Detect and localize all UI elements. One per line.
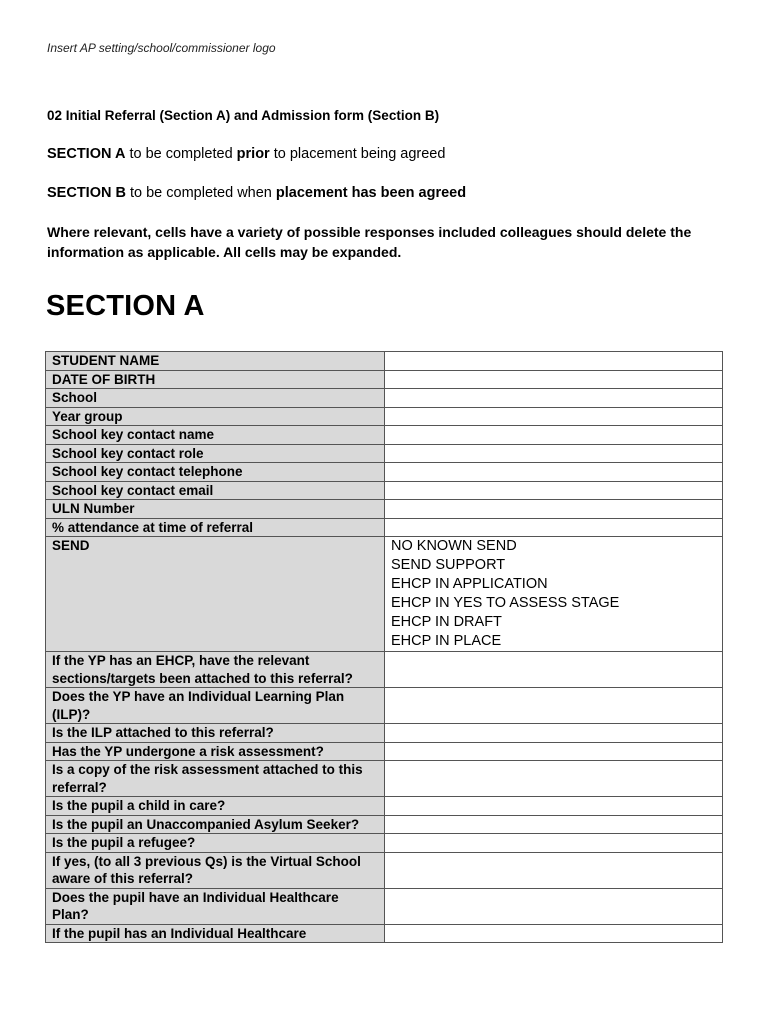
table-row	[46, 352, 723, 371]
field-value-cell[interactable]	[385, 481, 723, 500]
field-value-cell[interactable]	[385, 518, 723, 537]
send-option[interactable]: EHCP IN APPLICATION	[391, 576, 548, 592]
table-row	[46, 797, 723, 816]
table-row	[46, 481, 723, 500]
section-b-text: to be completed when	[125, 185, 276, 201]
table-row	[46, 426, 723, 445]
field-label: % attendance at time of referral	[46, 518, 385, 537]
field-label: Does the YP have an Individual Learning Plan (ILP)?	[46, 688, 385, 724]
send-option[interactable]: EHCP IN YES TO ASSESS STAGE	[391, 595, 620, 611]
field-value-cell[interactable]	[385, 688, 723, 724]
field-label: Is the pupil a refugee?	[46, 834, 385, 853]
field-value-cell[interactable]	[385, 724, 723, 743]
field-label: Is a copy of the risk assessment attached to this referral?	[46, 761, 385, 797]
table-row	[46, 724, 723, 743]
table-row	[46, 500, 723, 519]
table-row	[46, 518, 723, 537]
field-value-cell[interactable]	[385, 426, 723, 445]
field-label: Year group	[46, 407, 385, 426]
field-label: Is the ILP attached to this referral?	[46, 724, 385, 743]
field-label: DATE OF BIRTH	[46, 370, 385, 389]
field-label: Has the YP undergone a risk assessment?	[46, 742, 385, 761]
table-row	[46, 652, 723, 688]
field-value-cell[interactable]	[385, 852, 723, 888]
section-a-text: to be completed	[125, 146, 237, 162]
section-b-label: SECTION B	[47, 185, 126, 201]
send-option[interactable]: NO KNOWN SEND	[391, 538, 517, 554]
field-label: School key contact role	[46, 444, 385, 463]
field-value-cell[interactable]	[385, 652, 723, 688]
field-value-cell[interactable]	[385, 370, 723, 389]
field-value-cell[interactable]	[385, 463, 723, 482]
section-b-emphasis: placement has been agreed	[275, 185, 467, 201]
field-label: If the YP has an EHCP, have the relevant sections/targets been attached to this referral?	[46, 652, 385, 688]
field-value-cell[interactable]	[385, 352, 723, 371]
field-value-cell[interactable]	[385, 924, 723, 943]
field-value-cell[interactable]	[385, 389, 723, 408]
section-b-instruction	[47, 185, 466, 201]
table-row	[46, 852, 723, 888]
field-label: Does the pupil have an Individual Healthcare Plan?	[46, 888, 385, 924]
table-row	[46, 444, 723, 463]
table-row	[46, 389, 723, 408]
table-row	[46, 761, 723, 797]
table-row	[46, 407, 723, 426]
field-value-cell[interactable]	[385, 888, 723, 924]
field-value-cell[interactable]	[385, 444, 723, 463]
field-label: Is the pupil an Unaccompanied Asylum Seeker?	[46, 815, 385, 834]
section-a-instruction	[47, 146, 445, 162]
field-label: Is the pupil a child in care?	[46, 797, 385, 816]
field-value-cell[interactable]	[385, 407, 723, 426]
field-label: If the pupil has an Individual Healthcare	[46, 924, 385, 943]
send-option[interactable]: SEND SUPPORT	[391, 557, 506, 573]
field-value-cell[interactable]	[385, 500, 723, 519]
field-value-cell[interactable]	[385, 537, 723, 652]
field-value-cell[interactable]	[385, 815, 723, 834]
table-row	[46, 688, 723, 724]
table-row	[46, 924, 723, 943]
field-value-cell[interactable]	[385, 761, 723, 797]
section-a-emphasis: prior	[236, 146, 270, 162]
field-label: SEND	[46, 537, 385, 652]
field-value-cell[interactable]	[385, 834, 723, 853]
field-label: ULN Number	[46, 500, 385, 519]
referral-table	[45, 351, 723, 943]
table-row	[46, 537, 723, 652]
field-value-cell[interactable]	[385, 797, 723, 816]
field-label: STUDENT NAME	[46, 352, 385, 371]
form-title: 02 Initial Referral (Section A) and Admission form (Section B)	[47, 108, 440, 123]
table-row	[46, 815, 723, 834]
section-a-text-end: to placement being agreed	[269, 146, 446, 162]
table-row	[46, 370, 723, 389]
table-row	[46, 742, 723, 761]
table-row	[46, 463, 723, 482]
section-heading: SECTION A	[46, 290, 205, 322]
field-label: School	[46, 389, 385, 408]
instruction-note: Where relevant, cells have a variety of possible responses included colleagues should delete the information as applicable. All cells may be expanded.	[47, 224, 692, 260]
field-label: If yes, (to all 3 previous Qs) is the Virtual School aware of this referral?	[46, 852, 385, 888]
section-a-label: SECTION A	[47, 146, 126, 162]
field-label: School key contact email	[46, 481, 385, 500]
logo-placeholder: Insert AP setting/school/commissioner logo	[47, 41, 276, 55]
send-option[interactable]: EHCP IN DRAFT	[391, 614, 502, 630]
field-label: School key contact name	[46, 426, 385, 445]
field-value-cell[interactable]	[385, 742, 723, 761]
table-row	[46, 888, 723, 924]
field-label: School key contact telephone	[46, 463, 385, 482]
table-row	[46, 834, 723, 853]
send-option[interactable]: EHCP IN PLACE	[391, 633, 502, 649]
